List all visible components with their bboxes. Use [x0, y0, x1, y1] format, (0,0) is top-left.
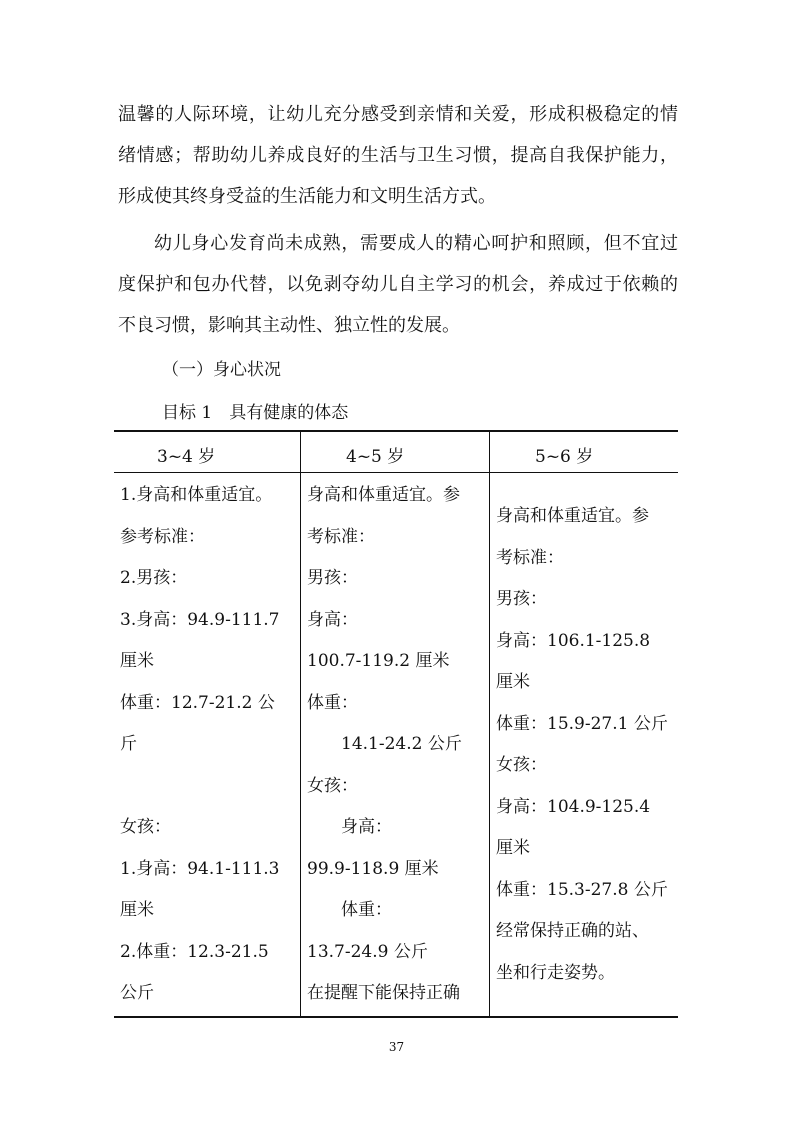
table-header-rule	[114, 472, 678, 473]
column-header-age-4-5: 4~5 岁	[346, 447, 405, 467]
cell-line: 体重：	[307, 692, 358, 713]
cell-line: 厘米	[496, 838, 530, 858]
column-header-age-3-4: 3~4 岁	[157, 447, 216, 467]
cell-line: 厘米	[496, 672, 530, 692]
cell-line: 3.身高：94.9-111.7	[120, 609, 280, 630]
table-cell-age-5-6	[496, 496, 674, 994]
cell-line: 2.男孩：	[120, 568, 188, 588]
cell-line: 厘米	[120, 651, 154, 671]
cell-line: 考标准：	[496, 547, 564, 568]
paragraph-line: 幼儿身心发育尚未成熟，需要成人的精心呵护和照顾，但不宜过	[154, 233, 678, 254]
cell-line: 身高：	[307, 609, 358, 630]
cell-line: 在提醒下能保持正确	[307, 983, 460, 1003]
cell-line: 男孩：	[307, 568, 358, 588]
cell-line: 男孩：	[496, 589, 547, 609]
table-cell-age-4-5	[307, 475, 485, 1015]
cell-line: 考标准：	[307, 526, 375, 547]
cell-line: 2.体重：12.3-21.5	[120, 941, 269, 962]
standards-table	[114, 430, 678, 1018]
table-cell-age-3-4	[120, 475, 296, 1015]
cell-line: 13.7-24.9 公斤	[307, 941, 428, 962]
cell-line: 体重：12.7-21.2 公	[120, 692, 275, 713]
cell-line: 女孩：	[496, 755, 547, 775]
cell-line: 女孩：	[307, 775, 358, 796]
cell-line: 厘米	[120, 900, 154, 920]
cell-line: 体重：15.9-27.1 公斤	[496, 713, 668, 734]
cell-line: 身高和体重适宜。参	[496, 506, 649, 526]
paragraph-1	[118, 94, 678, 217]
table-bottom-rule	[114, 1016, 678, 1018]
cell-line	[120, 766, 296, 808]
cell-line: 身高：104.9-125.4	[496, 796, 651, 817]
cell-line: 1.身高：94.1-111.3	[120, 858, 280, 879]
table-top-rule	[114, 430, 678, 432]
goal-heading: 目标 1 具有健康的体态	[162, 403, 349, 423]
paragraph-line: 温馨的人际环境，让幼儿充分感受到亲情和关爱，形成积极稳定的情	[118, 104, 678, 125]
page-number: 37	[388, 1040, 405, 1054]
section-heading: （一）身心状况	[162, 360, 281, 380]
column-divider	[300, 430, 301, 1018]
cell-line: 身高和体重适宜。参	[307, 485, 460, 505]
cell-line: 坐和行走姿势。	[496, 962, 615, 983]
cell-line: 身高：106.1-125.8	[496, 630, 651, 651]
cell-line: 100.7-119.2 厘米	[307, 651, 450, 671]
paragraph-2	[118, 223, 678, 346]
cell-line: 参考标准：	[120, 526, 205, 547]
column-divider	[489, 430, 490, 1018]
cell-line: 体重：15.3-27.8 公斤	[496, 879, 668, 900]
column-header-age-5-6: 5~6 岁	[535, 447, 594, 467]
cell-line: 经常保持正确的站、	[496, 921, 649, 941]
cell-line: 99.9-118.9 厘米	[307, 858, 439, 879]
paragraph-line: 形成使其终身受益的生活能力和文明生活方式。	[118, 186, 496, 207]
cell-line: 1.身高和体重适宜。	[120, 485, 273, 505]
paragraph-line: 度保护和包办代替，以免剥夺幼儿自主学习的机会，养成过于依赖的	[118, 274, 678, 295]
paragraph-line: 绪情感；帮助幼儿养成良好的生活与卫生习惯，提高自我保护能力，	[118, 145, 678, 166]
cell-line: 体重：	[307, 900, 392, 920]
cell-line: 身高：	[307, 817, 392, 837]
cell-line: 公斤	[120, 983, 154, 1003]
cell-line: 斤	[120, 734, 137, 754]
cell-line: 14.1-24.2 公斤	[307, 734, 462, 754]
cell-line: 女孩：	[120, 817, 171, 837]
paragraph-line: 不良习惯，影响其主动性、独立性的发展。	[118, 315, 460, 336]
